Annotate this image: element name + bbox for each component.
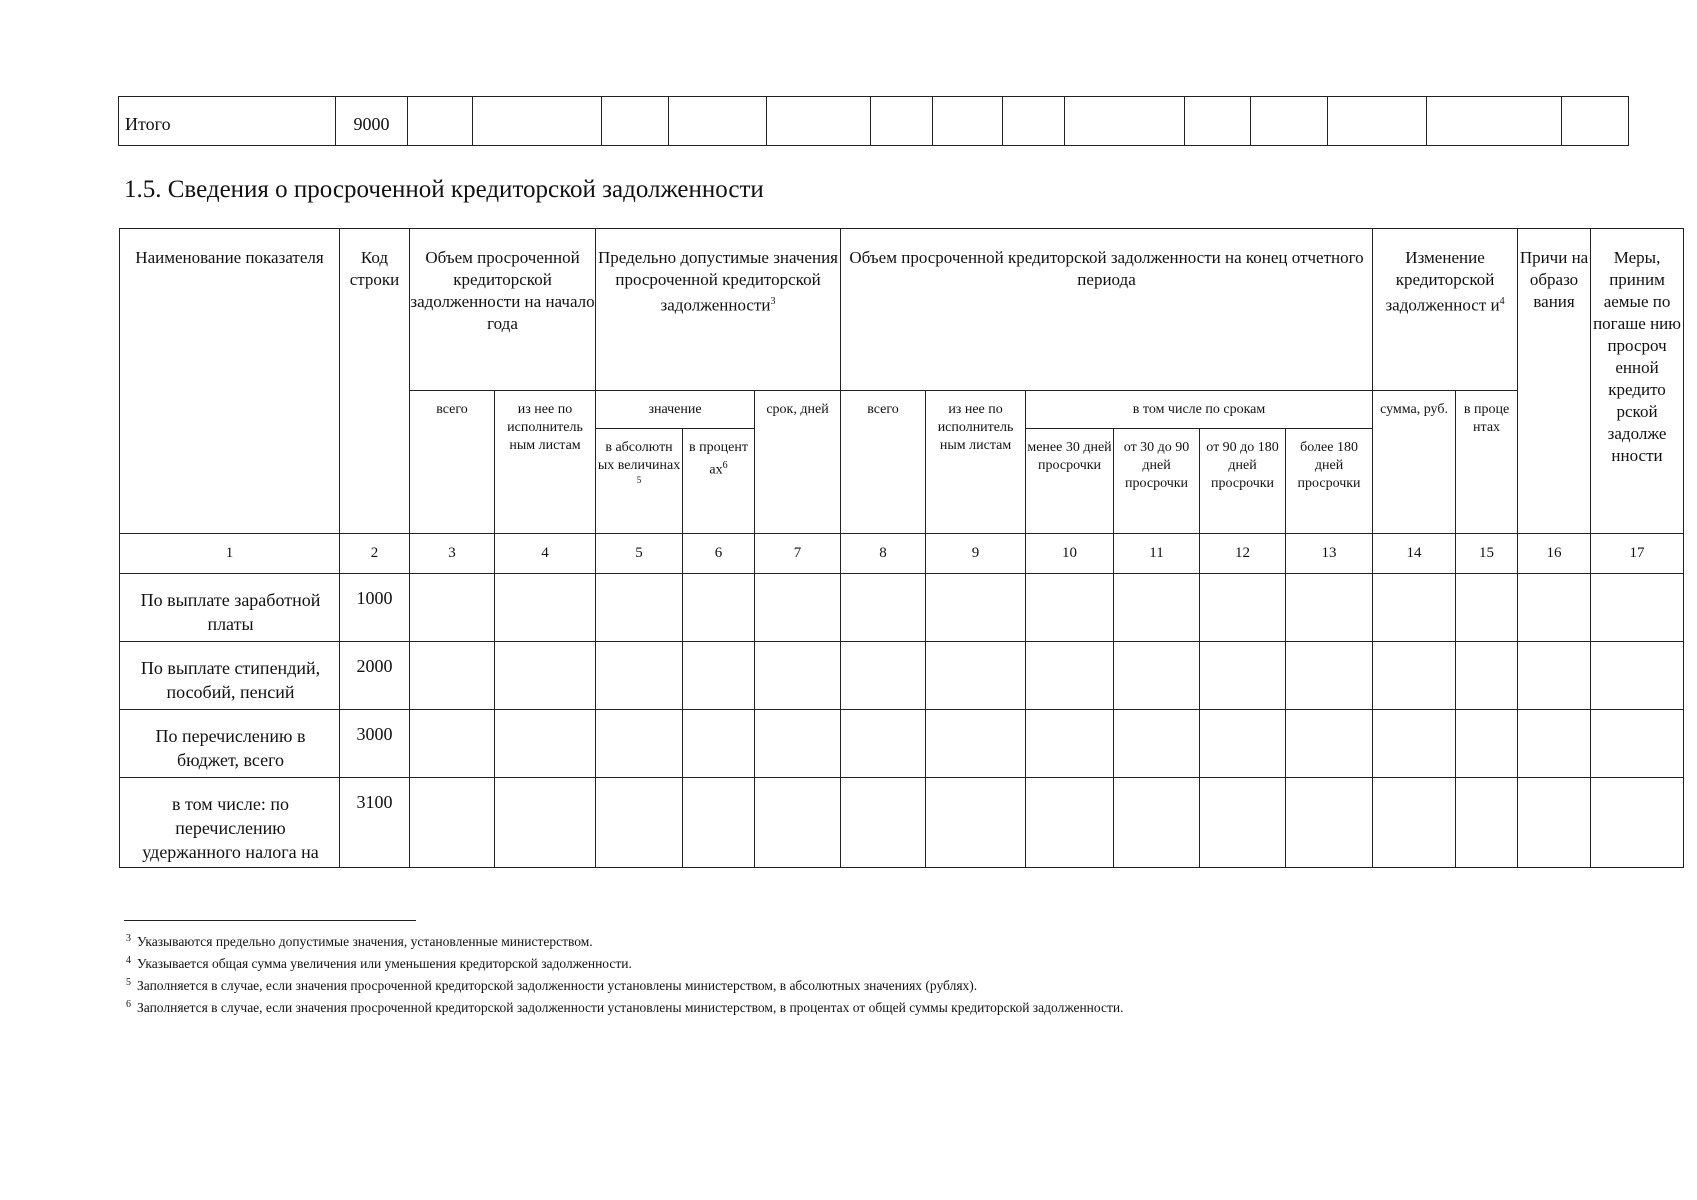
row-label: в том числе: по перечислению удержанного налога на: [120, 778, 340, 868]
overdue-payables-table: [119, 228, 1684, 868]
footnote-text: Указывается общая сумма увеличения или уменьшения кредиторской задолженности.: [137, 956, 632, 971]
header-percent-text: в процент ах: [689, 440, 748, 478]
data-cell[interactable]: [1591, 710, 1684, 778]
section-title: 1.5. Сведения о просроченной кредиторской задолженности: [124, 176, 764, 203]
itogo-cell[interactable]: [669, 97, 767, 146]
data-cell[interactable]: [596, 778, 683, 868]
header-row-1: [120, 229, 1684, 391]
header-limits-text: Предельно допустимые значения просроченной кредиторской задолженности: [598, 248, 838, 315]
header-measures: Меры, приним аемые по погаше нию просроч енной кредито рской задолже нности: [1591, 229, 1684, 534]
header-reasons: Причи на образо вания: [1518, 229, 1591, 534]
row-code: 3000: [340, 710, 410, 778]
column-number: 14: [1373, 534, 1456, 574]
data-cell[interactable]: [596, 574, 683, 642]
footnote: [126, 933, 593, 950]
column-number: 8: [841, 534, 926, 574]
data-cell[interactable]: [410, 642, 495, 710]
data-cell[interactable]: [1456, 574, 1518, 642]
header-sum-rub: сумма, руб.: [1373, 391, 1456, 534]
data-cell[interactable]: [755, 642, 841, 710]
column-number: 3: [410, 534, 495, 574]
data-cell[interactable]: [1026, 710, 1114, 778]
data-cell[interactable]: [841, 574, 926, 642]
footnote-mark: 3: [126, 933, 131, 944]
row-code: 3100: [340, 778, 410, 868]
header-90-180: от 90 до 180 дней просрочки: [1200, 429, 1286, 534]
footnote-mark: 6: [126, 999, 131, 1010]
column-number: 15: [1456, 534, 1518, 574]
header-change: [1373, 229, 1518, 391]
footnote-mark: 4: [126, 955, 131, 966]
itogo-cell[interactable]: [933, 97, 1003, 146]
column-number: 16: [1518, 534, 1591, 574]
data-cell[interactable]: [1114, 710, 1200, 778]
itogo-code: 9000: [336, 97, 408, 146]
column-number: 17: [1591, 534, 1684, 574]
itogo-cell[interactable]: [1003, 97, 1065, 146]
row-code: 2000: [340, 642, 410, 710]
itogo-cell[interactable]: [1328, 97, 1427, 146]
footnote-mark: 5: [126, 977, 131, 988]
table-row: [120, 778, 1684, 868]
row-code: 1000: [340, 574, 410, 642]
data-cell[interactable]: [1518, 710, 1591, 778]
footnote: [126, 955, 632, 972]
table-row: [120, 710, 1684, 778]
data-cell[interactable]: [1456, 778, 1518, 868]
itogo-cell[interactable]: [1251, 97, 1328, 146]
row-label: По выплате стипендий, пособий, пенсий: [120, 642, 340, 710]
data-cell[interactable]: [1114, 778, 1200, 868]
data-cell[interactable]: [926, 710, 1026, 778]
data-cell[interactable]: [1026, 642, 1114, 710]
data-cell[interactable]: [841, 642, 926, 710]
column-number: 6: [683, 534, 755, 574]
data-cell[interactable]: [1286, 642, 1373, 710]
data-cell[interactable]: [1373, 710, 1456, 778]
header-limits: [596, 229, 841, 391]
data-cell[interactable]: [495, 778, 596, 868]
data-cell[interactable]: [755, 710, 841, 778]
header-total-2: всего: [841, 391, 926, 534]
data-cell[interactable]: [495, 710, 596, 778]
footnote: [126, 977, 977, 994]
itogo-cell[interactable]: [408, 97, 473, 146]
data-cell[interactable]: [1200, 778, 1286, 868]
footnote-text: Заполняется в случае, если значения просроченной кредиторской задолженности установлены министерством, в процентах от общей суммы кредиторской задолженности.: [137, 1000, 1124, 1015]
itogo-table: [118, 96, 1629, 146]
column-number: 12: [1200, 534, 1286, 574]
table-row: [120, 642, 1684, 710]
footnote-ref-3: 3: [770, 296, 776, 307]
header-name: Наименование показателя: [120, 229, 340, 534]
header-term-days: срок, дней: [755, 391, 841, 534]
header-percent: [683, 429, 755, 534]
itogo-cell[interactable]: [1427, 97, 1562, 146]
itogo-cell[interactable]: [1562, 97, 1629, 146]
header-code: Код строки: [340, 229, 410, 534]
data-cell[interactable]: [926, 574, 1026, 642]
data-cell[interactable]: [1286, 778, 1373, 868]
column-number: 5: [596, 534, 683, 574]
column-number: 10: [1026, 534, 1114, 574]
data-cell[interactable]: [926, 778, 1026, 868]
data-cell[interactable]: [1373, 574, 1456, 642]
header-absolute: [596, 429, 683, 534]
data-cell[interactable]: [410, 778, 495, 868]
data-cell[interactable]: [1114, 642, 1200, 710]
data-cell[interactable]: [1591, 642, 1684, 710]
column-number: 1: [120, 534, 340, 574]
table-row: [120, 574, 1684, 642]
header-in-percent: в проце нтах: [1456, 391, 1518, 534]
data-cell[interactable]: [1518, 574, 1591, 642]
itogo-cell[interactable]: [1065, 97, 1185, 146]
itogo-cell[interactable]: [602, 97, 669, 146]
data-cell[interactable]: [1518, 778, 1591, 868]
data-cell[interactable]: [495, 574, 596, 642]
column-number: 11: [1114, 534, 1200, 574]
column-number: 2: [340, 534, 410, 574]
data-cell[interactable]: [1286, 710, 1373, 778]
data-cell[interactable]: [683, 778, 755, 868]
data-cell[interactable]: [1456, 642, 1518, 710]
footnote-ref-4: 4: [1499, 296, 1505, 307]
header-30-90: от 30 до 90 дней просрочки: [1114, 429, 1200, 534]
header-opening-volume: Объем просроченной кредиторской задолженности на начало года: [410, 229, 596, 391]
column-number-row: [120, 534, 1684, 574]
footnote-divider: [124, 920, 416, 921]
header-gt180: более 180 дней просрочки: [1286, 429, 1373, 534]
data-cell[interactable]: [683, 710, 755, 778]
data-cell[interactable]: [1518, 642, 1591, 710]
data-cell[interactable]: [1373, 642, 1456, 710]
data-cell[interactable]: [683, 642, 755, 710]
data-cell[interactable]: [1591, 778, 1684, 868]
itogo-cell[interactable]: [473, 97, 602, 146]
data-cell[interactable]: [755, 574, 841, 642]
data-cell[interactable]: [1200, 710, 1286, 778]
itogo-label: Итого: [119, 97, 336, 146]
header-closing-volume: Объем просроченной кредиторской задолженности на конец отчетного периода: [841, 229, 1373, 391]
footnote: [126, 999, 1123, 1016]
footnote-text: Заполняется в случае, если значения просроченной кредиторской задолженности установлены министерством, в абсолютных значениях (рублях).: [137, 978, 978, 993]
data-cell[interactable]: [1114, 574, 1200, 642]
data-cell[interactable]: [1026, 778, 1114, 868]
footnote-ref-6: 6: [722, 460, 728, 471]
header-by-terms: в том числе по срокам: [1026, 391, 1373, 429]
data-cell[interactable]: [755, 778, 841, 868]
header-by-writs-1: из нее по исполнитель ным листам: [495, 391, 596, 534]
data-cell[interactable]: [683, 574, 755, 642]
header-value: значение: [596, 391, 755, 429]
data-cell[interactable]: [1200, 574, 1286, 642]
footnote-ref-5: 5: [636, 475, 642, 485]
data-cell[interactable]: [596, 642, 683, 710]
data-cell[interactable]: [1026, 574, 1114, 642]
footnote-text: Указываются предельно допустимые значения, установленные министерством.: [137, 934, 593, 949]
column-number: 7: [755, 534, 841, 574]
header-total-1: всего: [410, 391, 495, 534]
data-cell[interactable]: [410, 574, 495, 642]
header-by-writs-2: из нее по исполнитель ным листам: [926, 391, 1026, 534]
data-cell[interactable]: [495, 642, 596, 710]
data-cell[interactable]: [926, 642, 1026, 710]
itogo-cell[interactable]: [767, 97, 871, 146]
data-cell[interactable]: [1200, 642, 1286, 710]
data-cell[interactable]: [1286, 574, 1373, 642]
column-number: 4: [495, 534, 596, 574]
data-cell[interactable]: [1456, 710, 1518, 778]
data-cell[interactable]: [1373, 778, 1456, 868]
data-cell[interactable]: [596, 710, 683, 778]
data-cell[interactable]: [1591, 574, 1684, 642]
data-cell[interactable]: [841, 710, 926, 778]
itogo-cell[interactable]: [871, 97, 933, 146]
column-number: 13: [1286, 534, 1373, 574]
data-cell[interactable]: [410, 710, 495, 778]
header-lt30: менее 30 дней просрочки: [1026, 429, 1114, 534]
data-cell[interactable]: [841, 778, 926, 868]
header-change-text: Изменение кредиторской задолженност и: [1385, 248, 1500, 315]
row-label: По перечислению в бюджет, всего: [120, 710, 340, 778]
itogo-cell[interactable]: [1185, 97, 1251, 146]
header-absolute-text: в абсолютн ых величинах: [597, 440, 681, 473]
itogo-row: [119, 97, 1629, 146]
row-label: По выплате заработной платы: [120, 574, 340, 642]
column-number: 9: [926, 534, 1026, 574]
